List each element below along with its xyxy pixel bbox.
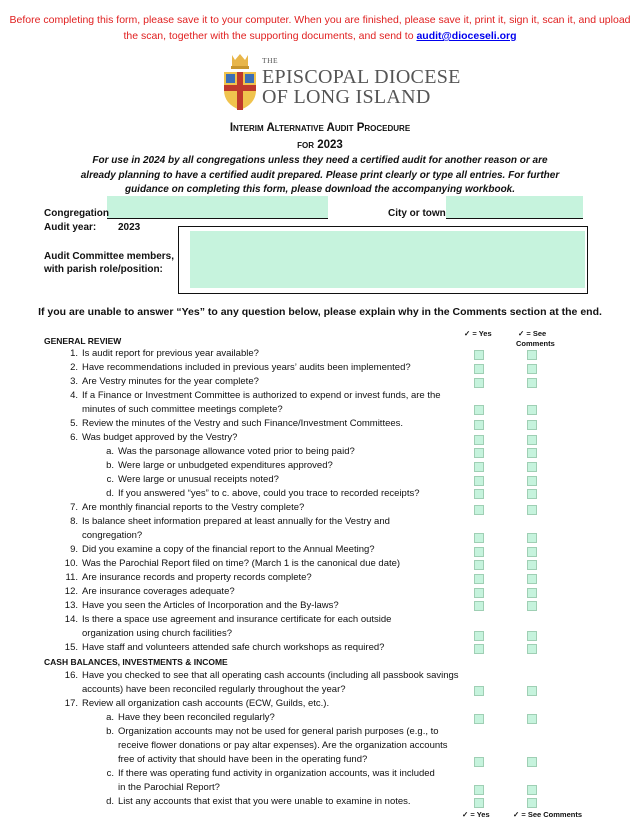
question-2 [70, 361, 462, 375]
see-checkbox-2[interactable] [527, 364, 537, 374]
see-checkbox-9[interactable] [527, 547, 537, 557]
notice-text: Before completing this form, please save it to your computer. When you are finished, please save it, print it, sign it, scan it, and upload the scan, together with the supporting documents, and send to [9, 14, 631, 42]
question-8 [70, 515, 442, 543]
number-7: 7. [70, 502, 78, 513]
letter-17b: b. [106, 726, 114, 737]
number-16: 16. [64, 670, 78, 681]
see-checkbox-17c[interactable] [527, 785, 537, 795]
number-13: 13. [64, 600, 78, 611]
question-17c-text: If there was operating fund activity in organization accounts, was it included in the Parochial Report? [118, 768, 435, 793]
question-6b [106, 459, 462, 473]
yes-checkbox-10[interactable] [474, 560, 484, 570]
yes-checkbox-1[interactable] [474, 350, 484, 360]
see-checkbox-12[interactable] [527, 588, 537, 598]
number-3: 3. [70, 376, 78, 387]
logo-line-2: OF LONG ISLAND [262, 86, 431, 108]
committee-label-2: with parish role/position: [44, 264, 163, 275]
question-15 [64, 641, 462, 655]
see-checkbox-6c[interactable] [527, 476, 537, 486]
question-17d [106, 795, 462, 809]
section-general-review: GENERAL REVIEW [44, 336, 122, 346]
title-line-1: Interim Alternative Audit Procedure [229, 122, 411, 134]
yes-checkbox-17b[interactable] [474, 757, 484, 767]
yes-checkbox-8[interactable] [474, 533, 484, 543]
see-checkbox-17a[interactable] [527, 714, 537, 724]
question-6d [106, 487, 462, 501]
question-5-text: Review the minutes of the Vestry and such Finance/Investment Committees. [82, 418, 404, 429]
question-6c-text: Were large or unusual receipts noted? [118, 474, 279, 485]
question-5 [70, 417, 462, 431]
see-checkbox-17b[interactable] [527, 757, 537, 767]
yes-checkbox-6[interactable] [474, 435, 484, 445]
letter-17d: d. [106, 796, 114, 807]
yes-checkbox-7[interactable] [474, 505, 484, 515]
number-12: 12. [64, 586, 78, 597]
question-1-text: Is audit report for previous year available? [82, 348, 259, 359]
number-1: 1. [70, 348, 78, 359]
question-17-text: Review all organization cash accounts (ECW, Guilds, etc.). [82, 698, 330, 709]
yes-checkbox-17d[interactable] [474, 798, 484, 808]
see-checkbox-14[interactable] [527, 631, 537, 641]
number-17: 17. [64, 698, 78, 709]
question-14-text: Is there a space use agreement and insurance certificate for each outside organization using church facilities? [82, 614, 392, 639]
letter-17c: c. [106, 768, 114, 779]
audit-year-value: 2023 [118, 222, 141, 233]
see-checkbox-8[interactable] [527, 533, 537, 543]
see-checkbox-10[interactable] [527, 560, 537, 570]
yes-column-header: ✓ = Yes [464, 329, 492, 338]
number-11: 11. [65, 572, 78, 583]
form-title [0, 120, 640, 154]
see-checkbox-7[interactable] [527, 505, 537, 515]
diocese-logo [222, 48, 461, 114]
question-3-text: Are Vestry minutes for the year complete? [82, 376, 259, 387]
yes-checkbox-3[interactable] [474, 378, 484, 388]
yes-checkbox-6a[interactable] [474, 448, 484, 458]
question-16 [64, 669, 472, 697]
number-4: 4. [70, 390, 78, 401]
yes-checkbox-9[interactable] [474, 547, 484, 557]
question-17 [64, 697, 462, 711]
question-6 [70, 431, 462, 445]
question-17d-text: List any accounts that exist that you were unable to examine in notes. [118, 796, 411, 807]
question-13-text: Have you seen the Articles of Incorporation and the By-laws? [82, 600, 339, 611]
question-4-text: If a Finance or Investment Committee is authorized to expend or invest funds, are the minutes of such committee meetings complete? [82, 390, 441, 415]
form-subtitle: For use in 2024 by all congregations unless they need a certified audit for another reason or are already planning to have a certified audit prepared. Please print clearly or type all entries. For further guidance on completing this form, please download the accompanying workbook. [80, 155, 560, 195]
yes-checkbox-5[interactable] [474, 420, 484, 430]
question-3 [70, 375, 462, 389]
see-column-header-2: Comments [516, 339, 555, 348]
question-7-text: Are monthly financial reports to the Vestry complete? [82, 502, 305, 513]
yes-checkbox-17c[interactable] [474, 785, 484, 795]
yes-checkbox-11[interactable] [474, 574, 484, 584]
question-10-text: Was the Parochial Report filed on time? (March 1 is the canonical due date) [82, 558, 401, 569]
number-14: 14. [64, 614, 78, 625]
question-4 [70, 389, 462, 417]
footer-yes-legend: ✓ = Yes [462, 810, 490, 819]
question-15-text: Have staff and volunteers attended safe church workshops as required? [82, 642, 385, 653]
question-6a [106, 445, 462, 459]
city-label: City or town [388, 208, 446, 219]
number-6: 6. [70, 432, 78, 443]
yes-checkbox-15[interactable] [474, 644, 484, 654]
question-16-text: Have you checked to see that all operating cash accounts (including all passbook savings accounts) have been reconciled regularly throughout the year? [82, 670, 459, 695]
question-17a-text: Have they been reconciled regularly? [118, 712, 275, 723]
committee-label-1: Audit Committee members, [44, 251, 175, 262]
question-9 [70, 543, 462, 557]
letter-6a: a. [106, 446, 114, 457]
number-5: 5. [70, 418, 78, 429]
question-6d-text: If you answered “yes” to c. above, could you trace to recorded receipts? [118, 488, 420, 499]
number-2: 2. [70, 362, 78, 373]
see-column-header: ✓ = See [518, 329, 547, 338]
yes-checkbox-16[interactable] [474, 686, 484, 696]
see-checkbox-6d[interactable] [527, 489, 537, 499]
footer-see-legend: ✓ = See Comments [513, 810, 583, 819]
letter-6c: c. [106, 474, 114, 485]
yes-checkbox-4[interactable] [474, 405, 484, 415]
see-checkbox-3[interactable] [527, 378, 537, 388]
email-link[interactable]: audit@dioceseli.org [416, 30, 517, 42]
yes-checkbox-13[interactable] [474, 601, 484, 611]
congregation-label: Congregation [44, 208, 109, 219]
see-checkbox-16[interactable] [527, 686, 537, 696]
letter-17a: a. [106, 712, 114, 723]
title-line-2: for 2023 [297, 139, 343, 151]
question-14 [64, 613, 442, 641]
save-instructions [6, 12, 634, 44]
yes-checkbox-6d[interactable] [474, 489, 484, 499]
question-7 [70, 501, 462, 515]
audit-year-label: Audit year: [44, 222, 97, 233]
city-underline [446, 218, 583, 219]
yes-checkbox-14[interactable] [474, 631, 484, 641]
number-10: 10. [64, 558, 78, 569]
letter-6d: d. [106, 488, 114, 499]
question-17b-text: Organization accounts may not be used for general parish purposes (e.g., to receive flower donations or pay altar expenses). Are the organization accounts free of activity that should have been in the operating fund? [118, 726, 448, 765]
instruction-text: If you are unable to answer “Yes” to any question below, please explain why in the Comments section at the end. [38, 306, 602, 318]
see-checkbox-6a[interactable] [527, 448, 537, 458]
question-6-text: Was budget approved by the Vestry? [82, 432, 238, 443]
see-checkbox-4[interactable] [527, 405, 537, 415]
logo-line-1: EPISCOPAL DIOCESE [262, 66, 461, 88]
see-checkbox-13[interactable] [527, 601, 537, 611]
see-checkbox-1[interactable] [527, 350, 537, 360]
yes-checkbox-12[interactable] [474, 588, 484, 598]
question-1 [70, 347, 462, 361]
see-checkbox-11[interactable] [527, 574, 537, 584]
congregation-underline [107, 218, 328, 219]
question-9-text: Did you examine a copy of the financial report to the Annual Meeting? [82, 544, 375, 555]
diocese-shield-icon [222, 52, 258, 112]
question-12-text: Are insurance coverages adequate? [82, 586, 235, 597]
question-17c [106, 767, 438, 795]
question-6b-text: Were large or unbudgeted expenditures approved? [118, 460, 333, 471]
question-6a-text: Was the parsonage allowance voted prior to being paid? [118, 446, 355, 457]
logo-the: THE [262, 56, 279, 65]
see-checkbox-15[interactable] [527, 644, 537, 654]
number-15: 15. [64, 642, 78, 653]
congregation-field[interactable] [107, 196, 328, 218]
committee-field[interactable] [190, 231, 585, 288]
yes-checkbox-2[interactable] [474, 364, 484, 374]
question-11 [65, 571, 462, 585]
yes-checkbox-6b[interactable] [474, 462, 484, 472]
see-checkbox-5[interactable] [527, 420, 537, 430]
question-8-text: Is balance sheet information prepared at least annually for the Vestry and congregation? [82, 516, 390, 541]
question-13 [64, 599, 462, 613]
yes-checkbox-17a[interactable] [474, 714, 484, 724]
yes-checkbox-6c[interactable] [474, 476, 484, 486]
city-field[interactable] [446, 196, 583, 218]
see-checkbox-17d[interactable] [527, 798, 537, 808]
letter-6b: b. [106, 460, 114, 471]
question-12 [64, 585, 462, 599]
question-17b [106, 725, 462, 766]
see-checkbox-6b[interactable] [527, 462, 537, 472]
question-10 [64, 557, 462, 571]
number-8: 8. [70, 516, 78, 527]
question-2-text: Have recommendations included in previous years’ audits been implemented? [82, 362, 411, 373]
section-cash-balances: CASH BALANCES, INVESTMENTS & INCOME [44, 657, 228, 667]
question-17a [106, 711, 462, 725]
see-checkbox-6[interactable] [527, 435, 537, 445]
number-9: 9. [70, 544, 78, 555]
question-6c [106, 473, 462, 487]
question-11-text: Are insurance records and property records complete? [82, 572, 312, 583]
